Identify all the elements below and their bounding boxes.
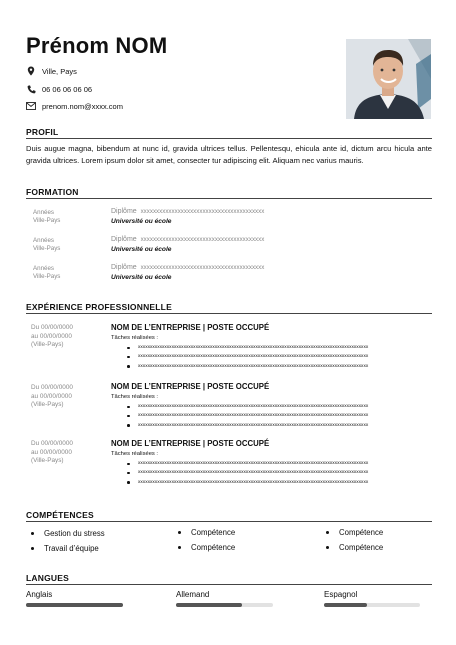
experience-task: xxxxxxxxxxxxxxxxxxxxxxxxxxxxxxxxxxxxxxxxxxxxxxxxxxxxxxxxxxxxxxxxxxxxxxxxxxxxxxxxxxxxxxxxxxxxxxxx bbox=[111, 478, 411, 487]
experience-title: NOM DE L’ENTREPRISE | POSTE OCCUPÉ bbox=[111, 439, 270, 448]
phone-icon bbox=[26, 84, 36, 94]
experience-dates bbox=[31, 384, 73, 410]
experience-to: au 00/00/0000 bbox=[31, 332, 72, 340]
language-name: Allemand bbox=[176, 590, 210, 599]
location-text: Ville, Pays bbox=[42, 66, 77, 76]
formation-dates bbox=[33, 265, 60, 281]
formation-place: Ville-Pays bbox=[33, 273, 61, 280]
experience-tasks-label: Tâches réalisées : bbox=[111, 394, 159, 400]
experience-title: NOM DE L’ENTREPRISE | POSTE OCCUPÉ bbox=[111, 382, 270, 391]
experience-tasks-label: Tâches réalisées : bbox=[111, 335, 159, 341]
language-level-bar bbox=[176, 603, 273, 607]
language-name: Anglais bbox=[26, 590, 53, 599]
experience-task-list bbox=[111, 459, 411, 487]
formation-years: Années bbox=[33, 209, 54, 216]
phone-text: 06 06 06 06 06 bbox=[42, 84, 93, 94]
language-name: Espagnol bbox=[324, 590, 358, 599]
bullet-icon bbox=[178, 531, 181, 534]
email-text: prenom.nom@xxxx.com bbox=[42, 101, 123, 111]
formation-years: Années bbox=[33, 265, 54, 272]
skill-label: Compétence bbox=[339, 543, 384, 552]
formation-description: xxxxxxxxxxxxxxxxxxxxxxxxxxxxxxxxxxxxxxxx bbox=[140, 264, 265, 271]
skill-item bbox=[178, 543, 235, 552]
formation-entry bbox=[111, 263, 264, 282]
formation-entry bbox=[111, 235, 264, 254]
section-divider bbox=[26, 313, 432, 314]
formation-school: Université ou école bbox=[111, 245, 172, 253]
section-title-langues: LANGUES bbox=[26, 573, 69, 583]
section-divider bbox=[26, 198, 432, 199]
formation-years: Années bbox=[33, 237, 54, 244]
section-title-profil: PROFIL bbox=[26, 127, 59, 137]
language-level-bar bbox=[26, 603, 123, 607]
skill-item bbox=[326, 528, 383, 537]
skill-item bbox=[326, 543, 383, 552]
bullet-icon bbox=[326, 546, 329, 549]
formation-place: Ville-Pays bbox=[33, 245, 61, 252]
bullet-icon bbox=[31, 532, 34, 535]
candidate-name: Prénom NOM bbox=[26, 33, 168, 58]
experience-task: xxxxxxxxxxxxxxxxxxxxxxxxxxxxxxxxxxxxxxxxxxxxxxxxxxxxxxxxxxxxxxxxxxxxxxxxxxxxxxxxxxxxxxxxxxxxxxxx bbox=[111, 402, 411, 411]
experience-place: (Ville-Pays) bbox=[31, 401, 64, 408]
experience-entry bbox=[111, 323, 411, 371]
language-level-fill bbox=[324, 603, 367, 607]
experience-task: xxxxxxxxxxxxxxxxxxxxxxxxxxxxxxxxxxxxxxxxxxxxxxxxxxxxxxxxxxxxxxxxxxxxxxxxxxxxxxxxxxxxxxxxxxxxxxxx bbox=[111, 352, 411, 361]
language-level-fill bbox=[26, 603, 123, 607]
experience-from: Du 00/00/0000 bbox=[31, 324, 73, 331]
bullet-icon bbox=[326, 531, 329, 534]
map-pin-icon bbox=[26, 66, 36, 76]
formation-description: xxxxxxxxxxxxxxxxxxxxxxxxxxxxxxxxxxxxxxxx bbox=[140, 236, 265, 243]
experience-title: NOM DE L’ENTREPRISE | POSTE OCCUPÉ bbox=[111, 323, 270, 332]
formation-dates bbox=[33, 209, 60, 225]
section-title-competences: COMPÉTENCES bbox=[26, 510, 94, 520]
section-divider bbox=[26, 138, 432, 139]
skill-label: Compétence bbox=[191, 528, 236, 537]
bullet-icon bbox=[31, 547, 34, 550]
formation-diploma: Diplôme bbox=[111, 236, 137, 243]
profile-photo bbox=[346, 39, 431, 119]
experience-dates bbox=[31, 440, 73, 466]
section-divider bbox=[26, 521, 432, 522]
formation-diploma: Diplôme bbox=[111, 208, 137, 215]
skill-label: Compétence bbox=[339, 528, 384, 537]
envelope-icon bbox=[26, 101, 36, 111]
experience-tasks-label: Tâches réalisées : bbox=[111, 451, 159, 457]
language-level-fill bbox=[176, 603, 242, 607]
experience-from: Du 00/00/0000 bbox=[31, 440, 73, 447]
experience-task-list bbox=[111, 402, 411, 430]
skill-item bbox=[31, 544, 99, 553]
contact-phone bbox=[26, 84, 92, 94]
experience-task: xxxxxxxxxxxxxxxxxxxxxxxxxxxxxxxxxxxxxxxxxxxxxxxxxxxxxxxxxxxxxxxxxxxxxxxxxxxxxxxxxxxxxxxxxxxxxxxx bbox=[111, 468, 411, 477]
skill-label: Travail d’équipe bbox=[44, 544, 99, 553]
experience-place: (Ville-Pays) bbox=[31, 341, 64, 348]
formation-dates bbox=[33, 237, 60, 253]
experience-task: xxxxxxxxxxxxxxxxxxxxxxxxxxxxxxxxxxxxxxxxxxxxxxxxxxxxxxxxxxxxxxxxxxxxxxxxxxxxxxxxxxxxxxxxxxxxxxxx bbox=[111, 421, 411, 430]
experience-from: Du 00/00/0000 bbox=[31, 384, 73, 391]
section-title-formation: FORMATION bbox=[26, 187, 79, 197]
experience-to: au 00/00/0000 bbox=[31, 448, 72, 456]
formation-school: Université ou école bbox=[111, 217, 172, 225]
contact-email[interactable] bbox=[26, 101, 123, 111]
section-divider bbox=[26, 584, 432, 585]
experience-entry bbox=[111, 439, 411, 487]
bullet-icon bbox=[178, 546, 181, 549]
experience-task: xxxxxxxxxxxxxxxxxxxxxxxxxxxxxxxxxxxxxxxxxxxxxxxxxxxxxxxxxxxxxxxxxxxxxxxxxxxxxxxxxxxxxxxxxxxxxxxx bbox=[111, 411, 411, 420]
section-title-experience: EXPÉRIENCE PROFESSIONNELLE bbox=[26, 302, 172, 312]
experience-to: au 00/00/0000 bbox=[31, 392, 72, 400]
experience-place: (Ville-Pays) bbox=[31, 457, 64, 464]
experience-entry bbox=[111, 382, 411, 430]
experience-task: xxxxxxxxxxxxxxxxxxxxxxxxxxxxxxxxxxxxxxxxxxxxxxxxxxxxxxxxxxxxxxxxxxxxxxxxxxxxxxxxxxxxxxxxxxxxxxxx bbox=[111, 362, 411, 371]
contact-location bbox=[26, 66, 77, 76]
formation-entry bbox=[111, 207, 264, 226]
experience-dates bbox=[31, 324, 73, 350]
skill-item bbox=[178, 528, 235, 537]
formation-school: Université ou école bbox=[111, 273, 172, 281]
experience-task-list bbox=[111, 343, 411, 371]
language-level-bar bbox=[324, 603, 420, 607]
skill-item bbox=[31, 529, 105, 538]
formation-place: Ville-Pays bbox=[33, 217, 61, 224]
experience-task: xxxxxxxxxxxxxxxxxxxxxxxxxxxxxxxxxxxxxxxxxxxxxxxxxxxxxxxxxxxxxxxxxxxxxxxxxxxxxxxxxxxxxxxxxxxxxxxx bbox=[111, 343, 411, 352]
skill-label: Compétence bbox=[191, 543, 236, 552]
experience-task: xxxxxxxxxxxxxxxxxxxxxxxxxxxxxxxxxxxxxxxxxxxxxxxxxxxxxxxxxxxxxxxxxxxxxxxxxxxxxxxxxxxxxxxxxxxxxxxx bbox=[111, 459, 411, 468]
formation-diploma: Diplôme bbox=[111, 264, 137, 271]
profil-text: Duis augue magna, bibendum at nunc id, gravida ultrices tellus. Pellentesqu, ehicula ante id, dictum arcu hicula ante gravida ultrices. Lorem ipsum dolor sit amet, consecter tur adipiscing elit. Aliquam nec varius mauris. bbox=[26, 144, 432, 165]
skill-label: Gestion du stress bbox=[44, 529, 105, 538]
formation-description: xxxxxxxxxxxxxxxxxxxxxxxxxxxxxxxxxxxxxxxx bbox=[140, 208, 265, 215]
